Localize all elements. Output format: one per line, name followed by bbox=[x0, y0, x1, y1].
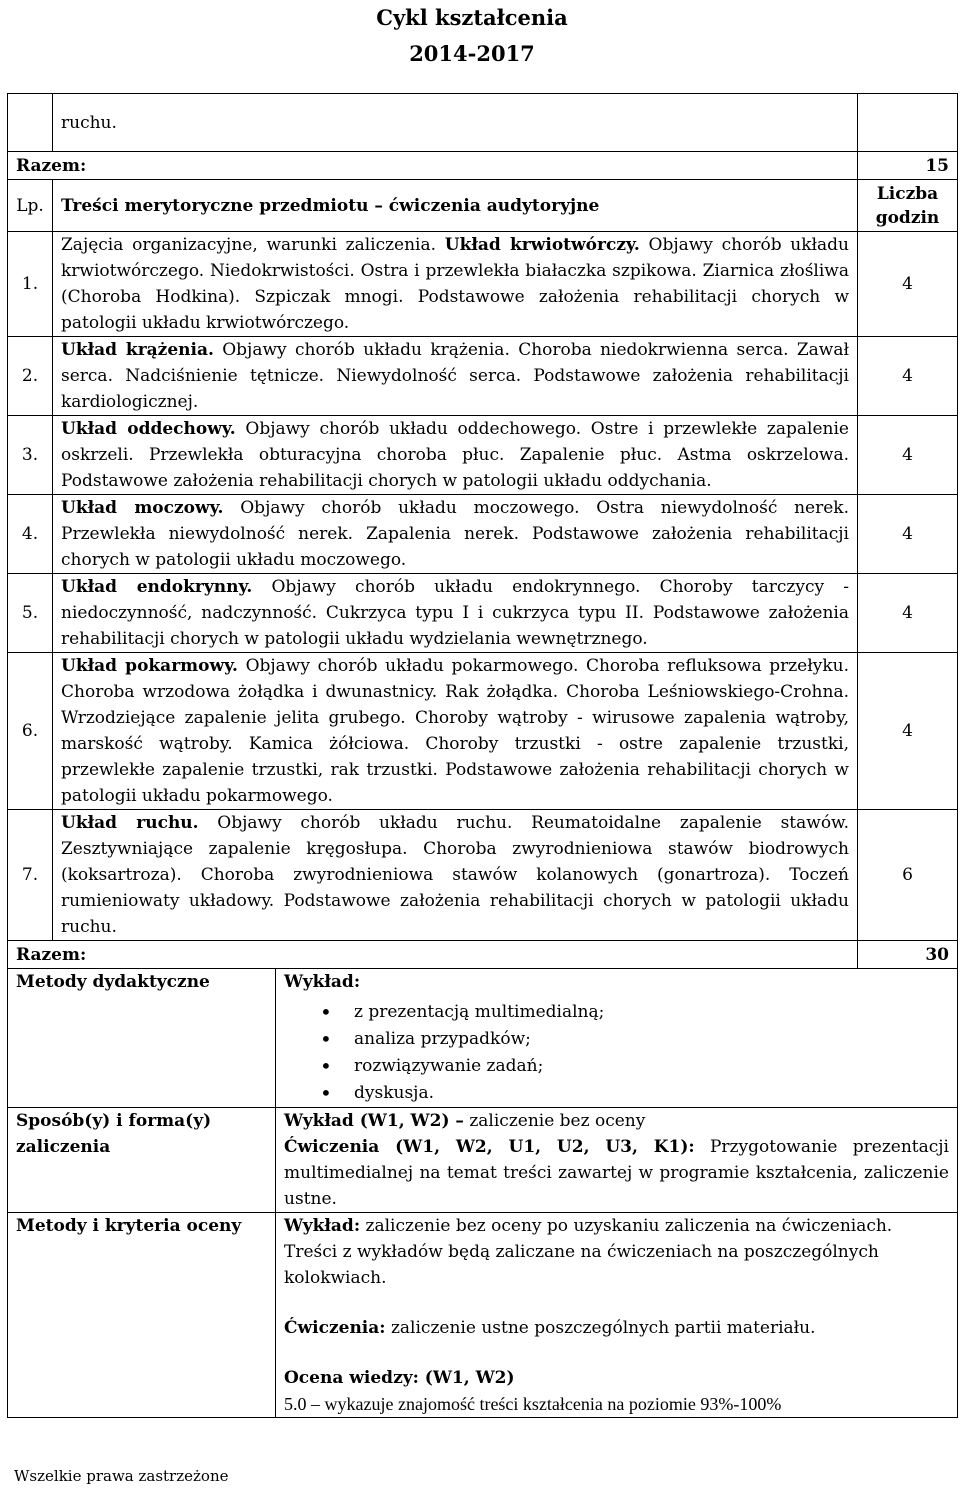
row-content bbox=[53, 574, 858, 653]
crit-line-1 bbox=[284, 1213, 949, 1291]
methods-head: Wykład: bbox=[284, 972, 361, 992]
row-content bbox=[53, 232, 858, 337]
list-item: • analiza przypadków; bbox=[354, 1026, 949, 1053]
prev-row-text: ruchu. bbox=[53, 94, 858, 152]
methods-label: Metody dydaktyczne bbox=[8, 969, 276, 1108]
sum-label-2: Razem: bbox=[8, 941, 858, 969]
form-content bbox=[276, 1108, 958, 1213]
prev-row-tail bbox=[8, 94, 958, 152]
row-hours: 4 bbox=[858, 416, 958, 495]
page-header bbox=[0, 0, 944, 72]
row-text: Objawy chorób układu moczowego. Ostra niewydolność nerek. Przewlekła niewydolność nerek. Zapalenia nerek. Podstawowe założenia rehabilitacji chorych w patologii układu moczowego. bbox=[61, 498, 849, 570]
col-hours-header: Liczba godzin bbox=[858, 180, 958, 232]
criteria-content bbox=[276, 1213, 958, 1418]
row-lead: Układ oddechowy. bbox=[61, 419, 236, 439]
form-l1-bold: Wykład (W1, W2) – bbox=[284, 1111, 464, 1131]
row-text: Objawy chorób układu oddechowego. Ostre i przewlekłe zapalenie oskrzeli. Przewlekła obturacyjna choroba płuc. Zapalenie płuc. Astma oskrzelowa. Podstawowe założenia rehabilitacji chorych w patologii układu oddychania. bbox=[61, 419, 849, 491]
row-text-2: Objawy chorób układu krwiotwórczego. Niedokrwistości. Ostra i przewlekła białaczka szpikowa. Ziarnica złośliwa (Choroba Hodkina). Szpiczak mnogi. Podstawowe założenia rehabilitacji chorych w patologii układu krwiotwórczego. bbox=[61, 235, 850, 333]
list-item: • rozwiązywanie zadań; bbox=[354, 1053, 949, 1080]
row-hours: 6 bbox=[858, 810, 958, 941]
cycle-years: 2014-2017 bbox=[409, 41, 535, 66]
crit-line-4: 5.0 – wykazuje znajomość treści kształcenia na poziomie 93%-100% bbox=[284, 1394, 782, 1414]
crit-l1-bold: Wykład: bbox=[284, 1216, 361, 1236]
syllabus-table bbox=[7, 93, 958, 969]
row-content bbox=[53, 810, 858, 941]
table-row bbox=[8, 810, 958, 941]
table-row bbox=[8, 495, 958, 574]
sum-value-1: 15 bbox=[858, 152, 958, 180]
table-row bbox=[8, 416, 958, 495]
row-content bbox=[53, 495, 858, 574]
row-lp: 2. bbox=[8, 337, 53, 416]
form-line-2 bbox=[284, 1134, 949, 1212]
row-lp: 4. bbox=[8, 495, 53, 574]
form-l2-bold: Ćwiczenia (W1, W2, U1, U2, U3, K1): bbox=[284, 1137, 695, 1157]
row-text: Objawy chorób układu ruchu. Reumatoidalne zapalenie stawów. Zesztywniające zapalenie kręgosłupa. Choroba zwyrodnieniowa stawów biodrowych (koksartroza). Choroba zwyrodnieniowa stawów kolanowych (gonartroza). Toczeń rumieniowaty układowy. Podstawowe założenia rehabilitacji chorych w patologii układu ruchu. bbox=[61, 813, 849, 937]
methods-row bbox=[8, 969, 958, 1108]
row-lead: Układ krążenia. bbox=[61, 340, 214, 360]
table-row bbox=[8, 232, 958, 337]
sum-label-1: Razem: bbox=[8, 152, 858, 180]
crit-line-2 bbox=[284, 1315, 949, 1341]
row-hours: 4 bbox=[858, 495, 958, 574]
row-content bbox=[53, 337, 858, 416]
row-lead: Układ krwiotwórczy. bbox=[444, 235, 640, 255]
row-lp: 1. bbox=[8, 232, 53, 337]
row-text: Objawy chorób układu endokrynnego. Choroby tarczycy - niedoczynność, nadczynność. Cukrzyca typu I i cukrzyca typu II. Podstawowe założenia rehabilitacji chorych w patologii układu wydzielania wewnętrznego. bbox=[61, 577, 850, 649]
row-lead: Układ moczowy. bbox=[61, 498, 224, 518]
col-lp-header: Lp. bbox=[8, 180, 53, 232]
list-item: • dyskusja. bbox=[354, 1080, 949, 1107]
row-content bbox=[53, 416, 858, 495]
table-head-row bbox=[8, 180, 958, 232]
row-lp: 6. bbox=[8, 653, 53, 810]
list-item: • z prezentacją multimedialną; bbox=[354, 999, 949, 1026]
row-lp: 7. bbox=[8, 810, 53, 941]
cycle-title: Cykl kształcenia bbox=[376, 5, 568, 30]
row-text: Objawy chorób układu pokarmowego. Choroba refluksowa przełyku. Choroba wrzodowa żołądka i dwunastnicy. Rak żołądka. Choroba Leśniowskiego-Crohna. Wrzodziejące zapalenie jelita grubego. Choroby wątroby - wirusowe zapalenia wątroby, marskość wątroby. Kamica żółciowa. Choroby trzustki - ostre zapalenie trzustki, przewlekłe zapalenie trzustki, rak trzustki. Podstawowe założenia rehabilitacji chorych w patologii układu pokarmowego. bbox=[61, 656, 849, 806]
crit-l2-text: zaliczenie ustne poszczególnych partii materiału. bbox=[385, 1318, 816, 1338]
form-l1-text: zaliczenie bez oceny bbox=[463, 1111, 646, 1131]
row-hours: 4 bbox=[858, 653, 958, 810]
form-l2-text: Przygotowanie prezentacji multimedialnej na temat treści zawartej w programie kształcenia, zaliczenie ustne. bbox=[284, 1137, 949, 1209]
table-row bbox=[8, 653, 958, 810]
row-hours: 4 bbox=[858, 574, 958, 653]
row-lead: Układ pokarmowy. bbox=[61, 656, 238, 676]
row-text: Zajęcia organizacyjne, warunki zaliczenia. bbox=[61, 235, 445, 255]
sum-value-2: 30 bbox=[858, 941, 958, 969]
footer-rights: Wszelkie prawa zastrzeżone bbox=[14, 1467, 229, 1485]
row-lead: Układ endokrynny. bbox=[61, 577, 253, 597]
row-lp: 3. bbox=[8, 416, 53, 495]
criteria-row bbox=[8, 1213, 958, 1418]
course-meta-table bbox=[7, 968, 958, 1418]
row-content bbox=[53, 653, 858, 810]
form-line-1 bbox=[284, 1108, 949, 1134]
crit-line-3: Ocena wiedzy: (W1, W2) bbox=[284, 1368, 515, 1388]
table-row bbox=[8, 337, 958, 416]
col-content-header: Treści merytoryczne przedmiotu – ćwiczenia audytoryjne bbox=[53, 180, 858, 232]
form-row bbox=[8, 1108, 958, 1213]
row-hours: 4 bbox=[858, 337, 958, 416]
row-text: Objawy chorób układu krążenia. Choroba niedokrwienna serca. Zawał serca. Nadciśnienie tętnicze. Niewydolność serca. Podstawowe założenia rehabilitacji kardiologicznej. bbox=[61, 340, 849, 412]
criteria-label: Metody i kryteria oceny bbox=[8, 1213, 276, 1418]
methods-list bbox=[284, 999, 949, 1107]
row-lead: Układ ruchu. bbox=[61, 813, 199, 833]
table-row bbox=[8, 574, 958, 653]
row-lp: 5. bbox=[8, 574, 53, 653]
sum-row-2 bbox=[8, 941, 958, 969]
form-label: Sposób(y) i forma(y) zaliczenia bbox=[8, 1108, 276, 1213]
methods-content bbox=[276, 969, 958, 1108]
row-hours: 4 bbox=[858, 232, 958, 337]
sum-row-1 bbox=[8, 152, 958, 180]
crit-l1-text: zaliczenie bez oceny po uzyskaniu zaliczenia na ćwiczeniach. Treści z wykładów będą zaliczane na ćwiczeniach na poszczególnych kolokwiach. bbox=[284, 1216, 893, 1288]
crit-l2-bold: Ćwiczenia: bbox=[284, 1318, 386, 1338]
